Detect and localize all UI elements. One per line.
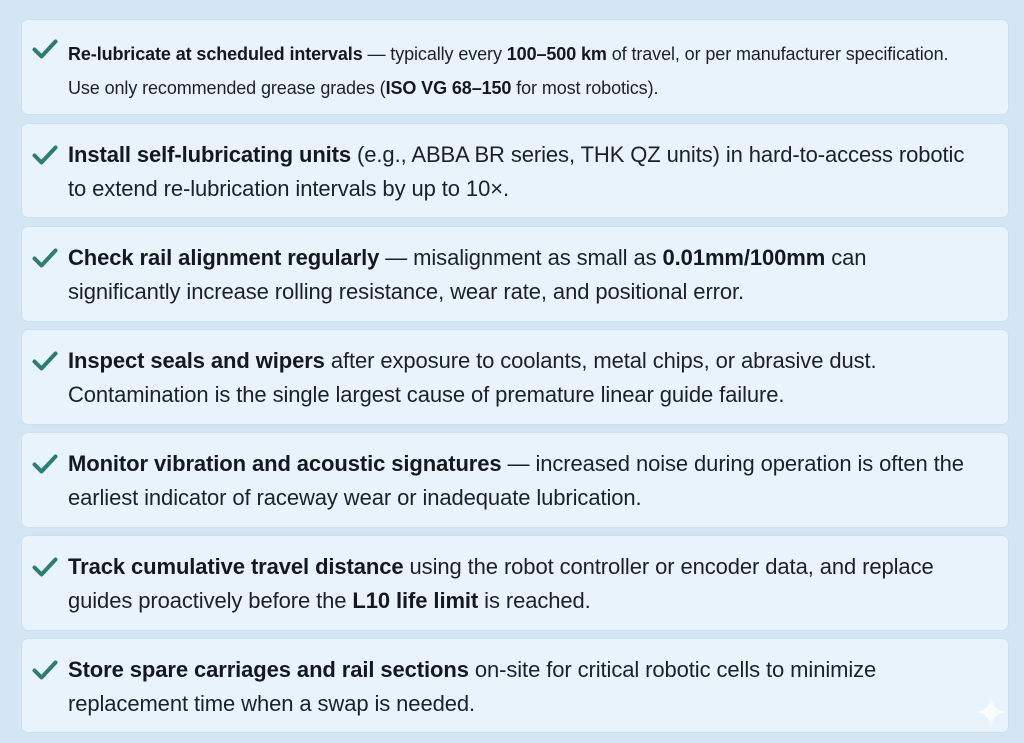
emphasis-text: L10 life limit bbox=[352, 588, 479, 613]
emphasis-text: 100–500 km bbox=[506, 44, 607, 64]
text-line bbox=[68, 687, 998, 721]
emphasis-text: ISO VG 68–150 bbox=[385, 78, 512, 98]
body-text: on-site for critical robotic cells to minimize bbox=[468, 657, 877, 682]
check-icon bbox=[32, 247, 58, 269]
checklist-item-text bbox=[68, 447, 998, 515]
body-text: of travel, or per manufacturer specification. bbox=[606, 44, 949, 64]
checklist-item bbox=[22, 536, 1008, 630]
body-text: earliest indicator of raceway wear or inadequate lubrication. bbox=[68, 485, 642, 510]
body-text: to extend re-lubrication intervals by up to 10×. bbox=[68, 176, 509, 201]
checklist-item bbox=[22, 330, 1008, 424]
body-text: significantly increase rolling resistance, wear rate, and positional error. bbox=[68, 279, 745, 304]
body-text: guides proactively before the bbox=[68, 588, 353, 613]
checklist-item bbox=[22, 433, 1008, 527]
text-line bbox=[68, 378, 998, 412]
text-line bbox=[68, 71, 998, 105]
body-text: after exposure to coolants, metal chips, or abrasive dust. bbox=[324, 348, 877, 373]
check-icon bbox=[32, 38, 58, 60]
body-text: — increased noise during operation is often the bbox=[501, 451, 964, 476]
checklist-item-text bbox=[68, 550, 998, 618]
body-text: Contamination is the single largest cause of premature linear guide failure. bbox=[68, 382, 785, 407]
body-text: is reached. bbox=[478, 588, 591, 613]
text-line bbox=[68, 37, 998, 71]
body-text: using the robot controller or encoder data, and replace bbox=[403, 554, 934, 579]
emphasis-text: Check rail alignment regularly bbox=[68, 245, 380, 270]
checklist-item-text bbox=[68, 344, 998, 412]
text-line bbox=[68, 447, 998, 481]
body-text: replacement time when a swap is needed. bbox=[68, 691, 475, 716]
text-line bbox=[68, 550, 998, 584]
check-icon bbox=[32, 350, 58, 372]
body-text: (e.g., ABBA BR series, THK QZ units) in hard-to-access robotic bbox=[351, 142, 965, 167]
check-icon bbox=[32, 453, 58, 475]
body-text: for most robotics). bbox=[511, 78, 659, 98]
check-icon bbox=[32, 144, 58, 166]
emphasis-text: Monitor vibration and acoustic signatures bbox=[68, 451, 502, 476]
checklist-item bbox=[22, 639, 1008, 732]
sparkle-icon bbox=[974, 695, 1008, 729]
emphasis-text: Re-lubricate at scheduled intervals bbox=[68, 44, 363, 64]
text-line bbox=[68, 481, 998, 515]
checklist-item bbox=[22, 20, 1008, 114]
text-line bbox=[68, 138, 998, 172]
text-line bbox=[68, 653, 998, 687]
emphasis-text: Install self-lubricating units bbox=[68, 142, 352, 167]
check-icon bbox=[32, 556, 58, 578]
maintenance-checklist bbox=[22, 0, 1008, 743]
check-icon bbox=[32, 659, 58, 681]
emphasis-text: Inspect seals and wipers bbox=[68, 348, 325, 373]
checklist-item-text bbox=[68, 138, 998, 206]
checklist-item-text bbox=[68, 241, 998, 309]
checklist-item bbox=[22, 124, 1008, 217]
text-line bbox=[68, 344, 998, 378]
emphasis-text: Store spare carriages and rail sections bbox=[68, 657, 469, 682]
checklist-item bbox=[22, 227, 1008, 321]
emphasis-text: Track cumulative travel distance bbox=[68, 554, 404, 579]
text-line bbox=[68, 172, 998, 206]
text-line bbox=[68, 275, 998, 309]
checklist-item-text bbox=[68, 653, 998, 721]
checklist-item-text bbox=[68, 37, 998, 105]
emphasis-text: 0.01mm/100mm bbox=[662, 245, 826, 270]
body-text: — misalignment as small as bbox=[379, 245, 663, 270]
body-text: can bbox=[825, 245, 867, 270]
text-line bbox=[68, 584, 998, 618]
body-text: — typically every bbox=[362, 44, 507, 64]
body-text: Use only recommended grease grades ( bbox=[68, 78, 386, 98]
text-line bbox=[68, 241, 998, 275]
